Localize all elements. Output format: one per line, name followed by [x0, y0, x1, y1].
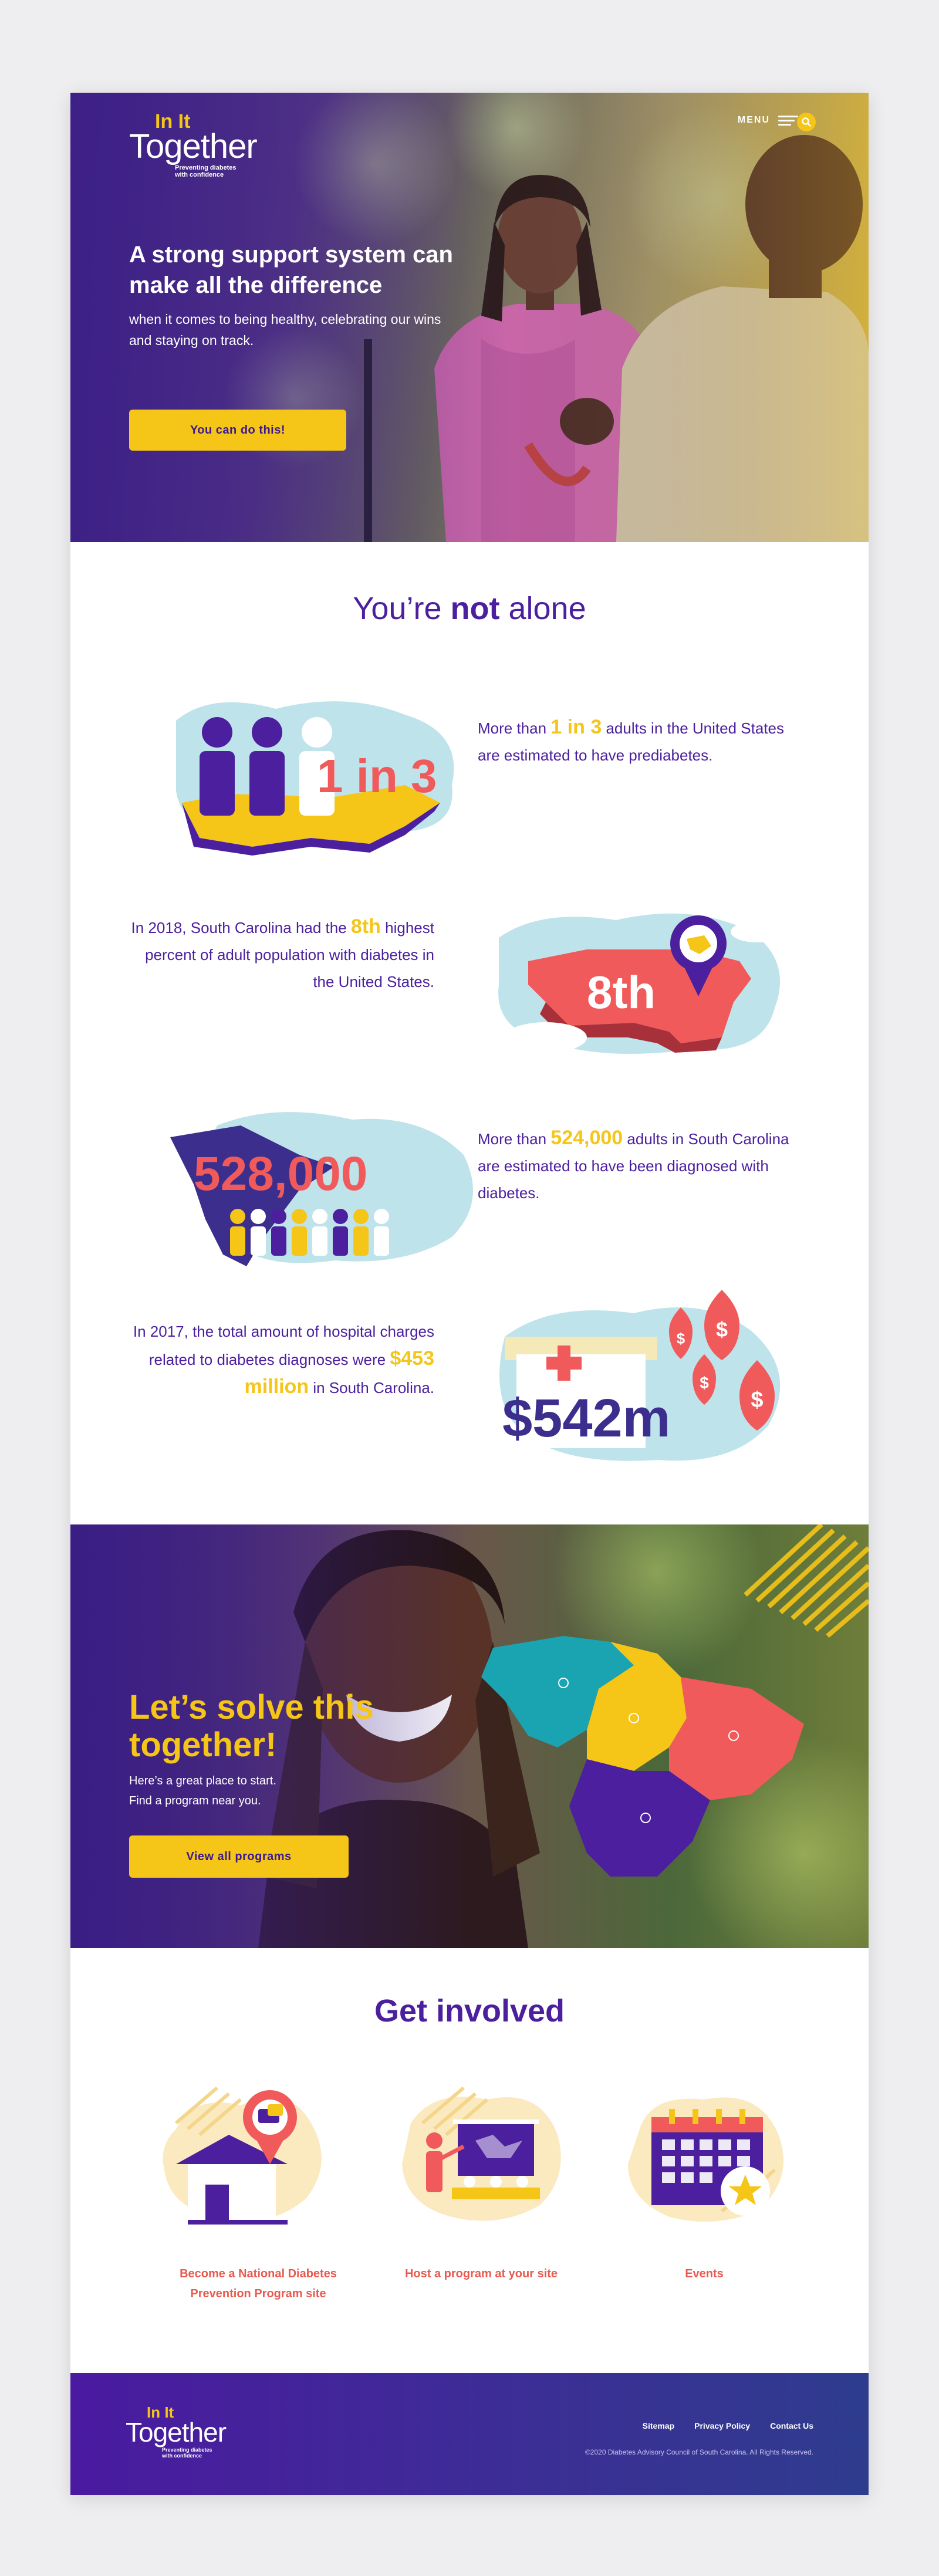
- search-button[interactable]: [797, 113, 816, 131]
- not-alone-title: [70, 590, 869, 627]
- stat-3-highlight: 524,000: [550, 1127, 623, 1149]
- involved-item-events[interactable]: Events: [685, 2267, 724, 2280]
- stat-2-badge: 8th: [587, 966, 656, 1018]
- stat-4-post: in South Carolina.: [309, 1379, 434, 1397]
- footer-link-sitemap[interactable]: Sitemap: [642, 2421, 675, 2430]
- calendar-star-icon[interactable]: [610, 2076, 798, 2229]
- stat-3-post: adults in South Carolina are estimated to have been diagnosed with diabetes.: [478, 1130, 789, 1202]
- hero-cta-button[interactable]: You can do this!: [129, 410, 346, 451]
- svg-text:$: $: [676, 1330, 685, 1347]
- svg-text:$: $: [715, 1317, 728, 1341]
- hero-subtitle: when it comes to being healthy, celebrating our wins and staying on track.: [129, 312, 441, 348]
- stat-3-badge: 528,000: [194, 1147, 368, 1201]
- view-all-programs-button[interactable]: View all programs: [129, 1835, 349, 1878]
- involved-item-host-program[interactable]: Host a program at your site: [404, 2267, 558, 2280]
- svg-text:$: $: [700, 1374, 709, 1392]
- footer-link-contact-us[interactable]: Contact Us: [770, 2421, 813, 2430]
- stat-1-pre: More than: [478, 719, 551, 737]
- house-location-icon[interactable]: [153, 2076, 340, 2229]
- hero-section: [70, 93, 869, 542]
- solve-title: Let’s solve this together!: [129, 1688, 374, 1764]
- stat-1-post: adults in the United States are estimated to have prediabetes.: [478, 719, 784, 764]
- stat-2-illustration: [481, 897, 798, 1073]
- stat-4-text: [129, 1318, 434, 1401]
- solve-text-line1: Here’s a great place to start.: [129, 1774, 276, 1787]
- footer-links: [643, 2421, 813, 2430]
- menu-label: MENU: [737, 115, 770, 125]
- stat-2-pre: In 2018, South Carolina had the: [131, 919, 351, 937]
- stat-1-highlight: 1 in 3: [550, 716, 602, 738]
- footer-copyright: ©2020 Diabetes Advisory Council of South Carolina. All Rights Reserved.: [585, 2448, 813, 2456]
- stat-1-illustration: [158, 685, 475, 861]
- stat-2-post: highest percent of adult population with diabetes in the United States.: [145, 919, 434, 990]
- stat-1-badge: 1 in 3: [317, 750, 437, 802]
- search-icon: [801, 117, 812, 127]
- logo-small-text: In It: [155, 110, 191, 133]
- footer: [70, 2373, 869, 2495]
- hero-title: A strong support system can make all the difference: [129, 242, 453, 298]
- stat-3-pre: More than: [478, 1130, 551, 1148]
- solve-section: [70, 1524, 869, 1948]
- logo-tagline-2: with confidence: [175, 171, 224, 178]
- stat-4-pre: In 2017, the total amount of hospital charges related to diabetes diagnoses were: [133, 1323, 434, 1368]
- footer-logo[interactable]: [126, 2403, 231, 2462]
- page: [70, 93, 869, 2495]
- stat-3-illustration: [158, 1102, 487, 1290]
- solve-text: [129, 1771, 364, 1811]
- stat-2-text: [129, 913, 434, 995]
- hamburger-icon: [778, 115, 798, 126]
- menu-button[interactable]: [738, 115, 798, 126]
- stat-3-text: [478, 1124, 806, 1206]
- site-logo[interactable]: [129, 110, 258, 181]
- svg-text:$: $: [751, 1388, 764, 1412]
- stat-1-text: [478, 714, 806, 769]
- stat-2-highlight: 8th: [350, 915, 381, 938]
- stat-4-illustration: [481, 1290, 798, 1478]
- stat-4-badge: $542m: [502, 1388, 671, 1448]
- get-involved-title: Get involved: [374, 1993, 565, 2029]
- footer-logo-tagline-1: Preventing diabetes: [162, 2447, 212, 2453]
- involved-item-npp-site[interactable]: Become a National Diabetes Prevention Program site: [180, 2267, 337, 2300]
- footer-logo-big-text: Together: [126, 2417, 227, 2447]
- solve-text-line2: Find a program near you.: [129, 1794, 261, 1807]
- footer-logo-tagline-2: with confidence: [162, 2453, 202, 2459]
- logo-tagline-1: Preventing diabetes: [175, 164, 237, 171]
- presentation-icon[interactable]: [387, 2076, 575, 2229]
- stat-4-highlight: $453 million: [244, 1347, 434, 1398]
- not-alone-title-bold: not: [450, 591, 500, 626]
- logo-big-text: Together: [129, 127, 257, 165]
- not-alone-title-pre: You’re: [353, 591, 451, 626]
- not-alone-title-post: alone: [499, 591, 586, 626]
- footer-link-privacy-policy[interactable]: Privacy Policy: [694, 2421, 751, 2430]
- footer-logo-small-text: In It: [147, 2403, 174, 2421]
